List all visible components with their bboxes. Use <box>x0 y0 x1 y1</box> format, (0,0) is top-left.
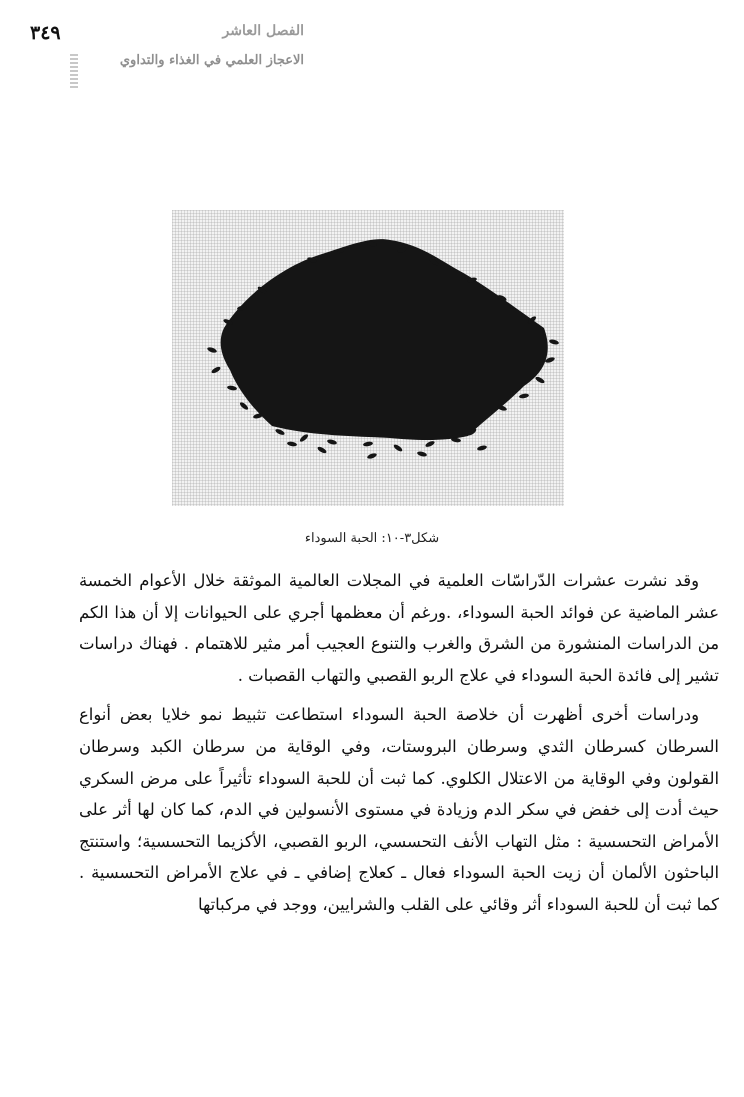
page-number: ٣٤٩ <box>30 22 61 44</box>
seed <box>393 443 404 452</box>
seed <box>227 385 238 391</box>
seed <box>519 393 530 399</box>
section-title: الاعجاز العلمي في الغذاء والتداوي <box>119 53 304 68</box>
seed <box>367 452 378 460</box>
paragraph-1: وقد نشرت عشرات الدّراسّات العلمية في المجلات العالمية الموثقة خلال الأعوام الخمسة عشر الماضية عن فوائد الحبة السوداء، .ورغم أن معظمها أجري على الحيوانات إلا أن هذا الكم من الدراسات المنشورة من الشرق والغرب والتنوع العجيب أمر مثير للاهتمام . فهناك دراسات تشير إلى فائدة الحبة السوداء في علاج الربو القصبي والتهاب القصبات . <box>79 571 719 685</box>
seed <box>317 446 328 455</box>
chapter-title: الفصل العاشر <box>222 23 304 39</box>
seed <box>363 441 374 447</box>
black-seed-pile-illustration <box>172 210 564 506</box>
seed <box>535 376 546 385</box>
black-seed-photo <box>172 210 564 506</box>
seed <box>211 366 222 375</box>
seed <box>417 451 428 458</box>
header-ornament <box>70 52 78 88</box>
seed <box>287 441 298 447</box>
seed <box>425 440 436 448</box>
seed <box>477 445 488 452</box>
seed <box>299 433 309 443</box>
seed <box>275 428 286 436</box>
seed <box>327 439 338 446</box>
running-header <box>74 20 304 72</box>
seed <box>549 339 560 346</box>
seed <box>207 346 218 354</box>
figure-caption: شكل٣-١٠: الحبة السوداء <box>304 531 440 546</box>
body-text <box>79 565 719 921</box>
seed-pile-shape <box>221 239 548 440</box>
paragraph-2: ودراسات أخرى أظهرت أن خلاصة الحبة السوداء استطاعت تثبيط نمو خلايا بعض أنواع السرطان كسرطان الثدي وسرطان البروستات، وفي الوقاية من سرطان الكبد وسرطان القولون وفي الوقاية من الاعتلال الكلوي. كما ثبت أن للحبة السوداء تأثيراً على مرض السكري حيث أدت إلى خفض في سكر الدم وزيادة في مستوى الأنسولين في الدم، كما كان لها أثر على الأمراض التحسسية : مثل التهاب الأنف التحسسي، الربو القصبي، الأكزيما التحسسية؛ واستنتج الباحثون الألمان أن زيت الحبة السوداء فعال ـ كعلاج إضافي ـ في علاج الأمراض التحسسية . كما ثبت أن للحبة السوداء أثر وقائي على القلب والشرايين، ووجد في مركباتها <box>79 705 719 914</box>
seed <box>239 401 249 411</box>
